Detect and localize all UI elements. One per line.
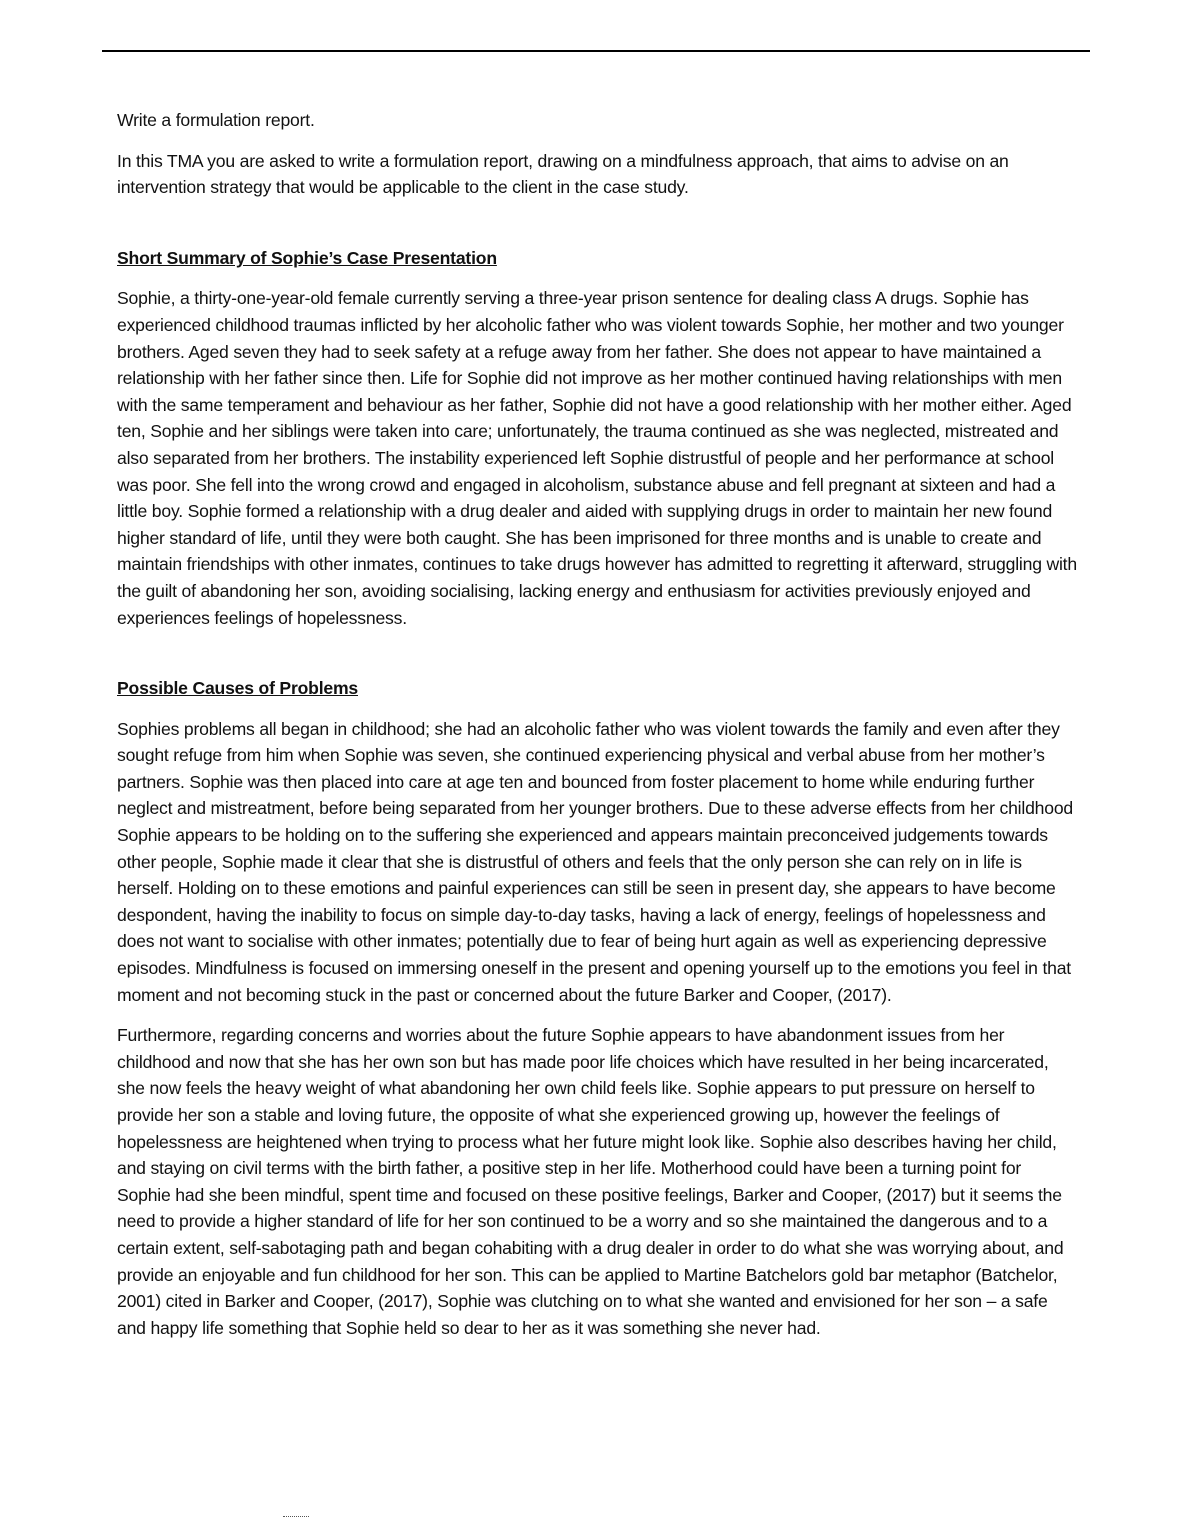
case-summary-paragraph: Sophie, a thirty-one-year-old female currently serving a three-year prison sentence for dealing class A drugs. Sophie has experienced childhood traumas inflicted by her alcoholic father who was violent towards Sophie, her mother and two younger brothers. Aged seven they had to seek safety at a refuge away from her father. She does not appear to have maintained a relationship with her father since then. Life for Sophie did not improve as her mother continued having relationships with men with the same temperament and behaviour as her father, Sophie did not have a good relationship with her mother either. Aged ten, Sophie and her siblings were taken into care; unfortunately, the trauma continued as she was neglected, mistreated and also separated from her brothers. The instability experienced left Sophie distrustful of people and her performance at school was poor. She fell into the wrong crowd and engaged in alcoholism, substance abuse and fell pregnant at sixteen and had a little boy. Sophie formed a relationship with a drug dealer and aided with supplying drugs in order to maintain her new found higher standard of life, until they were both caught. She has been imprisoned for three months and is unable to create and maintain friendships with other inmates, continues to take drugs however has admitted to regretting it afterward, struggling with the guilt of abandoning her son, avoiding socialising, lacking energy and enthusiasm for activities previously enjoyed and experiences feelings of hopelessness.	[117, 288, 1077, 628]
possible-causes-paragraph-2: Furthermore, regarding concerns and worries about the future Sophie appears to have abandonment issues from her childhood and now that she has her own son but has made poor life choices which have resulted in her being incarcerated, she now feels the heavy weight of what abandoning her own child feels like. Sophie appears to put pressure on herself to provide her son a stable and loving future, the opposite of what she experienced growing up, however the feelings of hopelessness are heightened when trying to process what her future might look like. Sophie also describes having her child, and staying on civil terms with the birth father, a positive step in her life. Motherhood could have been a turning point for Sophie had she been mindful, spent time and focused on these positive feelings, Barker and Cooper, (2017) but it seems the need to provide a higher standard of life for her son continued to be a worry and so she maintained the dangerous and to a certain extent, self-sabotaging path and began cohabiting with a drug dealer in order to do what she was worrying about, and provide an enjoyable and fun childhood for her son. This can be applied to Martine Batchelors gold bar metaphor (Batchelor, 2001) cited in Barker and Cooper, (2017), Sophie was clutching on to what she wanted and envisioned for her son – a safe and happy life something that Sophie held so dear to her as it was something she never had.	[117, 1025, 1064, 1338]
footer-scan-mark	[283, 1516, 309, 1523]
header-divider	[102, 50, 1090, 52]
section-heading-possible-causes: Possible Causes of Problems	[117, 678, 358, 699]
possible-causes-paragraph-1: Sophies problems all began in childhood; she had an alcoholic father who was violent towards the family and even after they sought refuge from him when Sophie was seven, she continued experiencing physical and verbal abuse from her mother’s partners. Sophie was then placed into care at age ten and bounced from foster placement to home while enduring further neglect and mistreatment, before being separated from her younger brothers. Due to these adverse effects from her childhood Sophie appears to be holding on to the suffering she experienced and appears maintain preconceived judgements towards other people, Sophie made it clear that she is distrustful of others and feels that the only person she can rely on in life is herself. Holding on to these emotions and painful experiences can still be seen in present day, she appears to have become despondent, having the inability to focus on simple day-to-day tasks, having a lack of energy, feelings of hopelessness and does not want to socialise with other inmates; potentially due to fear of being hurt again as well as experiencing depressive episodes. Mindfulness is focused on immersing oneself in the present and opening yourself up to the emotions you feel in that moment and not becoming stuck in the past or concerned about the future Barker and Cooper, (2017).	[117, 718, 1073, 1005]
document-body	[117, 107, 1077, 1355]
intro-text: In this TMA you are asked to write a formulation report, drawing on a mindfulness approach, that aims to advise on an intervention strategy that would be applicable to the client in the case study.	[117, 150, 1009, 198]
section-heading-case-summary: Short Summary of Sophie’s Case Presentation	[117, 247, 497, 268]
intro-title: Write a formulation report.	[117, 110, 315, 130]
